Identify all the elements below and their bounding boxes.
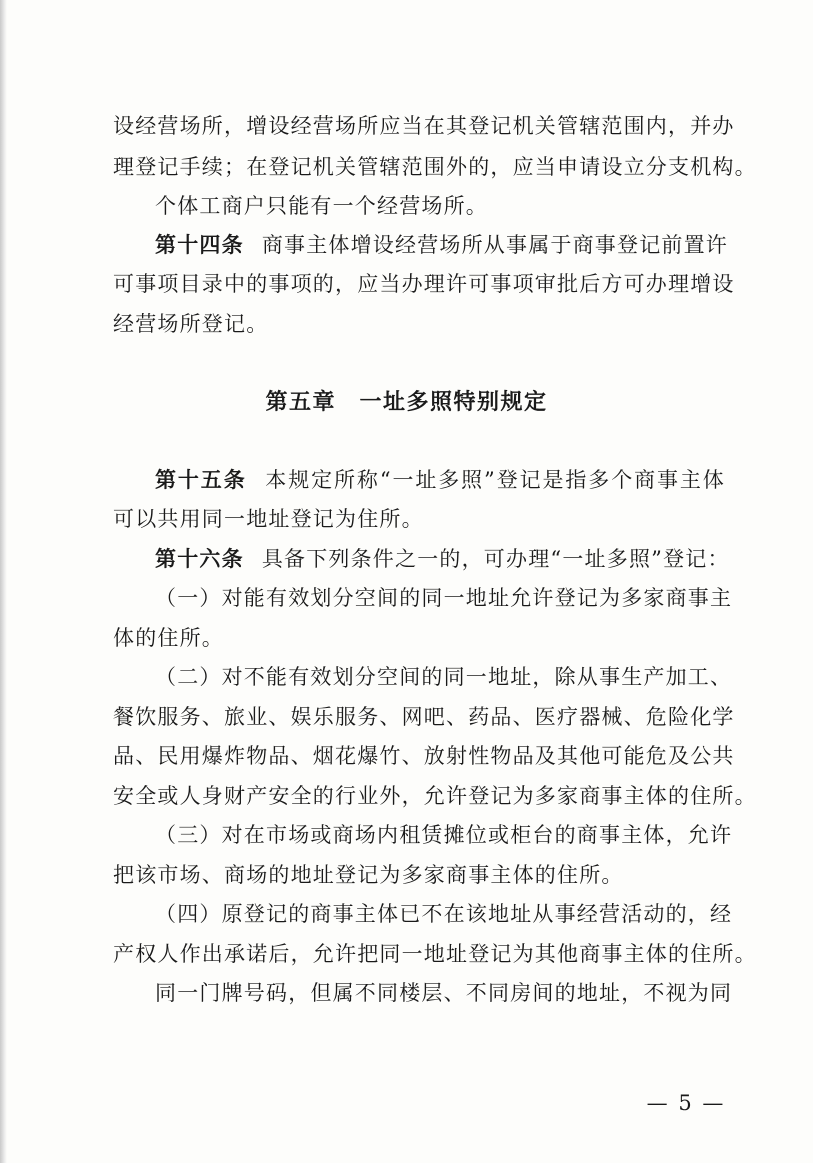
- text-line: 设经营场所，增设经营场所应当在其登记机关管辖范围内，并办: [113, 114, 735, 138]
- article-text: 本规定所称“一址多照”登记是指多个商事主体: [264, 468, 725, 492]
- text-line: （三）对在市场或商场内租赁摊位或柜台的商事主体，允许: [155, 823, 733, 847]
- article-number: 第十六条: [155, 547, 244, 571]
- article-number: 第十四条: [155, 233, 244, 257]
- article-first-line: [155, 467, 725, 493]
- text-line: 安全或人身财产安全的行业外，允许登记为多家商事主体的住所。: [113, 784, 757, 808]
- article-number: 第十五条: [155, 468, 247, 492]
- text-line: （二）对不能有效划分空间的同一地址，除从事生产加工、: [155, 665, 733, 689]
- text-line: （一）对能有效划分空间的同一地址允许登记为多家商事主: [155, 586, 733, 610]
- text-line: 产权人作出承诺后，允许把同一地址登记为其他商事主体的住所。: [113, 942, 757, 966]
- chapter-title: 第五章 一址多照特别规定: [265, 390, 548, 415]
- article-first-line: [155, 232, 729, 258]
- text-line: 可事项目录中的事项的，应当办理许可事项审批后方可办理增设: [113, 272, 735, 296]
- article-text: 具备下列条件之一的，可办理“一址多照”登记：: [261, 547, 730, 571]
- text-line: 个体工商户只能有一个经营场所。: [155, 194, 488, 218]
- text-line: 餐饮服务、旅业、娱乐服务、网吧、药品、医疗器械、危险化学: [113, 705, 735, 729]
- page-scan-edge: [0, 0, 7, 1163]
- text-line: 经营场所登记。: [113, 312, 269, 336]
- page-number: — 5 —: [646, 1091, 726, 1115]
- text-line: 可以共用同一地址登记为住所。: [113, 507, 424, 531]
- text-line: 把该市场、商场的地址登记为多家商事主体的住所。: [113, 863, 624, 887]
- text-line: 体的住所。: [113, 626, 224, 650]
- article-text: 商事主体增设经营场所从事属于商事登记前置许: [261, 233, 729, 257]
- text-line: （四）原登记的商事主体已不在该地址从事经营活动的，经: [155, 902, 733, 926]
- text-line: 理登记手续；在登记机关管辖范围外的，应当申请设立分支机构。: [113, 155, 757, 179]
- text-line: 同一门牌号码，但属不同楼层、不同房间的地址，不视为同: [155, 981, 733, 1005]
- article-first-line: [155, 546, 730, 572]
- text-line: 品、民用爆炸物品、烟花爆竹、放射性物品及其他可能危及公共: [113, 744, 735, 768]
